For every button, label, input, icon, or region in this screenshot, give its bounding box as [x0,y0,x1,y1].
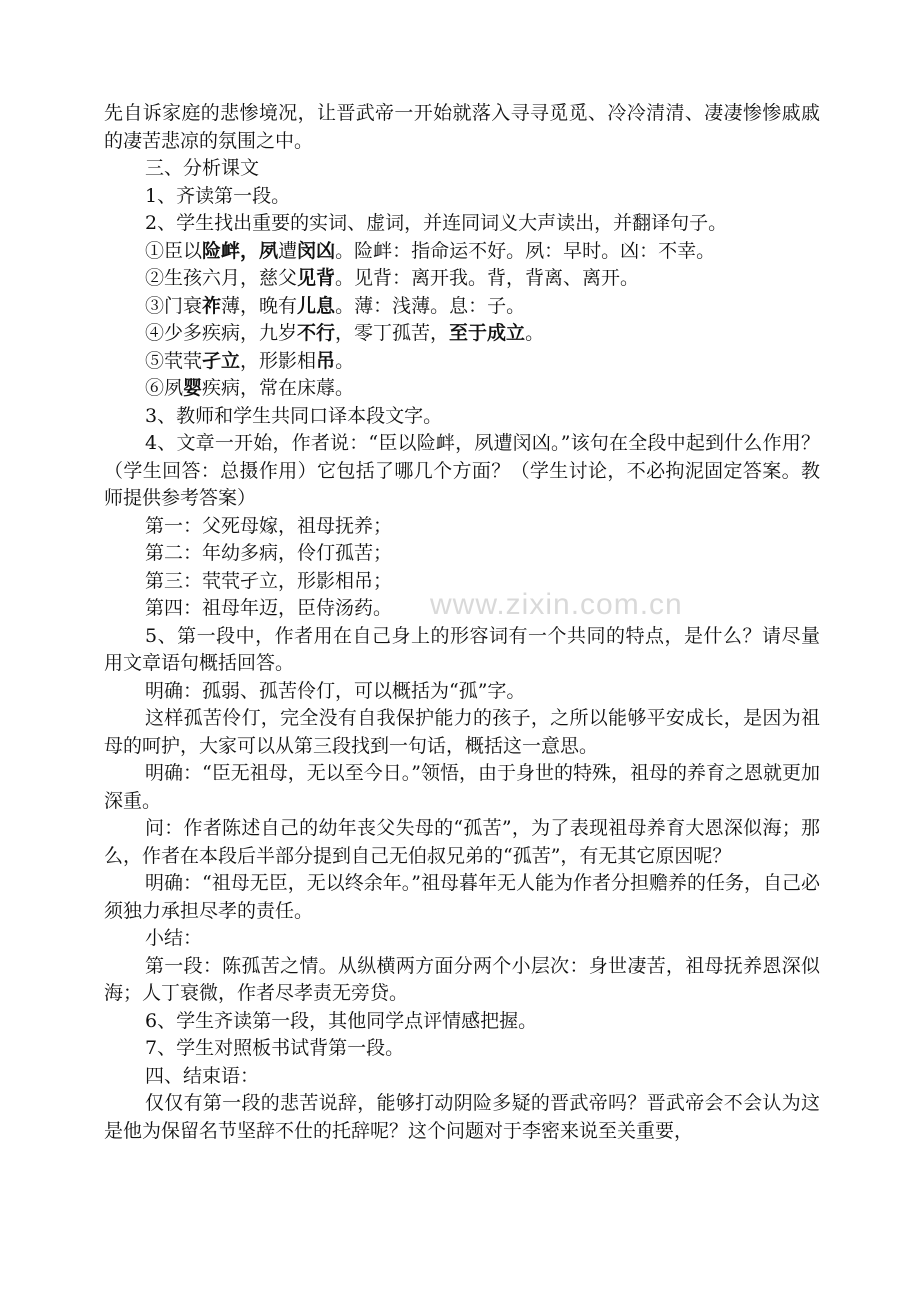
paragraph: 三、分析课文 [145,157,260,179]
paragraph: 6、学生齐读第一段，其他同学点评情感把握。 [145,1009,538,1032]
text-run: ，形影相 [240,349,317,372]
bold-term: 险衅 [202,239,241,262]
paragraph: 第一：父死母嫁，祖母抚养； [145,514,393,537]
paragraph: 明确：“祖母无臣，无以终余年。”祖母暮年无人能为作者分担赡养的任务，自己必须独力承担尽孝的责任。 [104,872,820,922]
text-run: ③门衰 [145,294,203,317]
paragraph [104,375,820,403]
paragraph: 问：作者陈述自己的幼年丧父失母的“孤苦”，为了表现祖母养育大恩深似海；那么，作者在本段后半部分提到自己无伯叔兄弟的“孤苦”，有无其它原因呢？ [104,817,820,867]
bold-term: 孑立 [202,349,241,372]
bold-term: 至于成立 [449,322,526,344]
bold-term: 祚 [202,294,222,317]
paragraph: 这样孤苦伶仃，完全没有自我保护能力的孩子，之所以能够平安成长，是因为祖母的呵护，大家可以从第三段找到一句话，概括这一意思。 [104,707,820,757]
text-run: 。薄：浅薄。息：子。 [335,294,526,317]
paragraph [104,320,820,348]
paragraph: 明确：孤弱、孤苦伶仃，可以概括为“孤”字。 [145,679,526,702]
watermark: www.zixin.com.cn [430,588,683,621]
paragraph: 1、齐读第一段。 [145,184,291,207]
paragraph: 明确：“臣无祖母，无以至今日。”领悟，由于身世的特殊，祖母的养育之恩就更加深重。 [104,762,820,812]
bold-term: 婴 [183,377,203,399]
paragraph [104,348,820,376]
text-run: ⑤茕茕 [145,349,203,372]
paragraph: 先自诉家庭的悲惨境况，让晋武帝一开始就落入寻寻觅觅、冷冷清清、凄凄惨惨戚戚的凄苦悲凉的氛围之中。 [104,102,820,152]
text-run: ⑥夙 [145,377,184,399]
text-run: 薄，晚有 [221,294,298,317]
paragraph [104,293,820,321]
paragraph [104,238,820,266]
text-run: 遭 [278,239,298,262]
text-run: 疾病，常在床蓐。 [202,377,355,399]
bold-term: ， [240,239,260,262]
bold-term: 见背 [297,267,336,289]
text-run: ①臣以 [145,239,203,262]
bold-term: 夙 [259,239,279,262]
text-run: 。险衅：指命运不好。夙：早时。凶：不幸。 [335,239,716,262]
paragraph: 4、文章一开始，作者说：“臣以险衅，夙遭闵凶。”该句在全段中起到什么作用？（学生回答：总摄作用）它包括了哪几个方面？（学生讨论，不必拘泥固定答案。教师提供参考答案） [104,432,820,509]
text-run: ④少多疾病，九岁 [145,322,298,344]
paragraph: 5、第一段中，作者用在自己身上的形容词有一个共同的特点，是什么？请尽量用文章语句概括回答。 [104,624,820,674]
paragraph [104,265,820,293]
text-run: 。 [525,322,545,344]
bold-term: 闵凶 [297,239,336,262]
paragraph: 3、教师和学生共同口译本段文字。 [145,404,443,427]
paragraph: 7、学生对照板书试背第一段。 [145,1037,405,1059]
text-run: ②生孩六月，慈父 [145,267,298,289]
paragraph: 2、学生找出重要的实词、虚词，并连同词义大声读出，并翻译句子。 [145,212,728,234]
text-run: ，零丁孤苦， [335,322,450,344]
text-run: 。见背：离开我。背，背离、离开。 [335,267,640,289]
text-run: 。 [335,349,355,372]
bold-term: 不行 [297,322,336,344]
bold-term: 儿息 [297,294,336,317]
paragraph: 仅仅有第一段的悲苦说辞，能够打动阴险多疑的晋武帝吗？晋武帝会不会认为这是他为保留名节坚辞不仕的托辞呢？这个问题对于李密来说至关重要， [104,1092,820,1142]
paragraph: 第三：茕茕孑立，形影相吊； [145,569,393,592]
paragraph: 小结： [145,927,203,949]
paragraph: 第二：年幼多病，伶仃孤苦； [145,542,393,564]
paragraph: 四、结束语： [145,1064,260,1087]
bold-term: 吊 [316,349,336,372]
document-body [104,100,820,1145]
paragraph: 第四：祖母年迈，臣侍汤药。 [145,597,393,619]
paragraph: 第一段：陈孤苦之情。从纵横两方面分两个小层次：身世凄苦，祖母抚养恩深似海；人丁衰微，作者尽孝责无旁贷。 [104,954,820,1004]
